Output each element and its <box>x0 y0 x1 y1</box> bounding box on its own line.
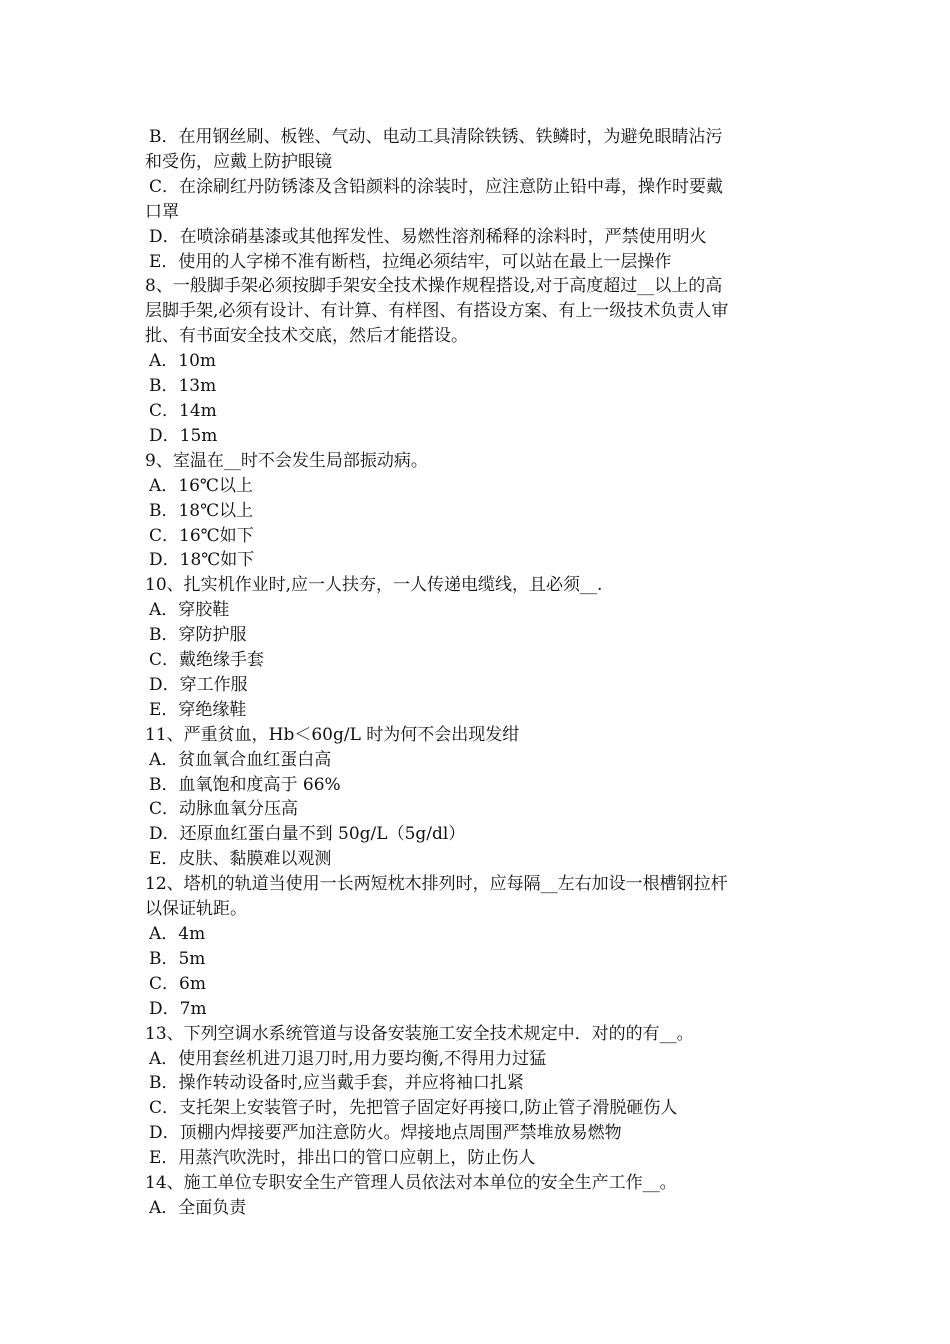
option-line: A．全面负责 <box>149 1197 247 1218</box>
option-line: C．6m <box>149 973 206 994</box>
question-line: 口罩 <box>145 201 179 222</box>
option-line: E．皮肤、黏膜难以观测 <box>149 849 332 870</box>
option-line: D．在喷涂硝基漆或其他挥发性、易燃性溶剂稀释的涂料时，严禁使用明火 <box>149 226 707 247</box>
option-line: D．还原血红蛋白量不到 50g/L（5g/dl） <box>149 824 466 845</box>
question-line: 以保证轨距。 <box>145 899 247 920</box>
option-line: D．顶棚内焊接要严加注意防火。焊接地点周围严禁堆放易燃物 <box>149 1123 622 1144</box>
option-line: B．5m <box>149 948 206 969</box>
option-line: E．使用的人字梯不准有断档，拉绳必须结牢，可以站在最上一层操作 <box>149 251 672 272</box>
option-line: A．16℃以上 <box>149 475 253 496</box>
option-line: B．13m <box>149 376 217 397</box>
document-page <box>145 125 815 1221</box>
option-line: C．在涂刷红丹防锈漆及含铅颜料的涂装时，应注意防止铅中毒，操作时要戴 <box>149 176 724 197</box>
question-line: 14、施工单位专职安全生产管理人员依法对本单位的安全生产工作__。 <box>145 1173 677 1194</box>
question-line: 层脚手架,必须有设计、有计算、有样图、有搭设方案、有上一级技术负责人审 <box>145 301 729 322</box>
option-line: B．操作转动设备时,应当戴手套，并应将袖口扎紧 <box>149 1073 524 1094</box>
question-line: 9、室温在__时不会发生局部振动病。 <box>145 450 428 471</box>
option-line: A．10m <box>149 351 217 372</box>
option-line: A．穿胶鞋 <box>149 600 230 621</box>
option-line: E．穿绝缘鞋 <box>149 699 247 720</box>
option-line: C．支托架上安装管子时，先把管子固定好再接口,防止管子滑脱砸伤人 <box>149 1098 678 1119</box>
option-line: A．贫血氧合血红蛋白高 <box>149 749 332 770</box>
option-line: D．15m <box>149 425 218 446</box>
option-line: B．18℃以上 <box>149 500 254 521</box>
option-line: E．用蒸汽吹洗时，排出口的管口应朝上，防止伤人 <box>149 1148 536 1169</box>
question-line: 13、下列空调水系统管道与设备安装施工安全技术规定中．对的的有__。 <box>145 1023 694 1044</box>
option-line: A．使用套丝机进刀退刀时,用力要均衡,不得用力过猛 <box>149 1048 547 1069</box>
option-line: A．4m <box>149 924 206 944</box>
option-line: C．戴绝缘手套 <box>149 650 265 671</box>
question-line: 批、有书面安全技术交底，然后才能搭设。 <box>145 326 468 347</box>
option-line: C．14m <box>149 400 217 421</box>
option-line: B．血氧饱和度高于 66% <box>149 774 341 795</box>
option-line: C．动脉血氧分压高 <box>149 799 299 820</box>
question-line: 12、塔机的轨道当使用一长两短枕木排列时，应每隔__左右加设一根槽钢拉杆 <box>145 874 728 895</box>
question-line: 8、一般脚手架必须按脚手架安全技术操作规程搭设,对于高度超过__以上的高 <box>145 276 723 297</box>
option-line: B．在用钢丝刷、板锉、气动、电动工具清除铁锈、铁鳞时，为避免眼睛沾污 <box>149 127 723 147</box>
option-line: D．穿工作服 <box>149 674 248 695</box>
question-line: 11、严重贫血，Hb＜60g/L 时为何不会出现发绀 <box>145 724 520 745</box>
question-line: 和受伤，应戴上防护眼镜 <box>145 151 332 172</box>
question-line: 10、扎实机作业时,应一人扶夯，一人传递电缆线，且必须__. <box>145 575 603 596</box>
option-line: B．穿防护服 <box>149 625 247 646</box>
option-line: D．7m <box>149 998 207 1019</box>
option-line: C．16℃如下 <box>149 525 254 546</box>
option-line: D．18℃如下 <box>149 550 255 571</box>
